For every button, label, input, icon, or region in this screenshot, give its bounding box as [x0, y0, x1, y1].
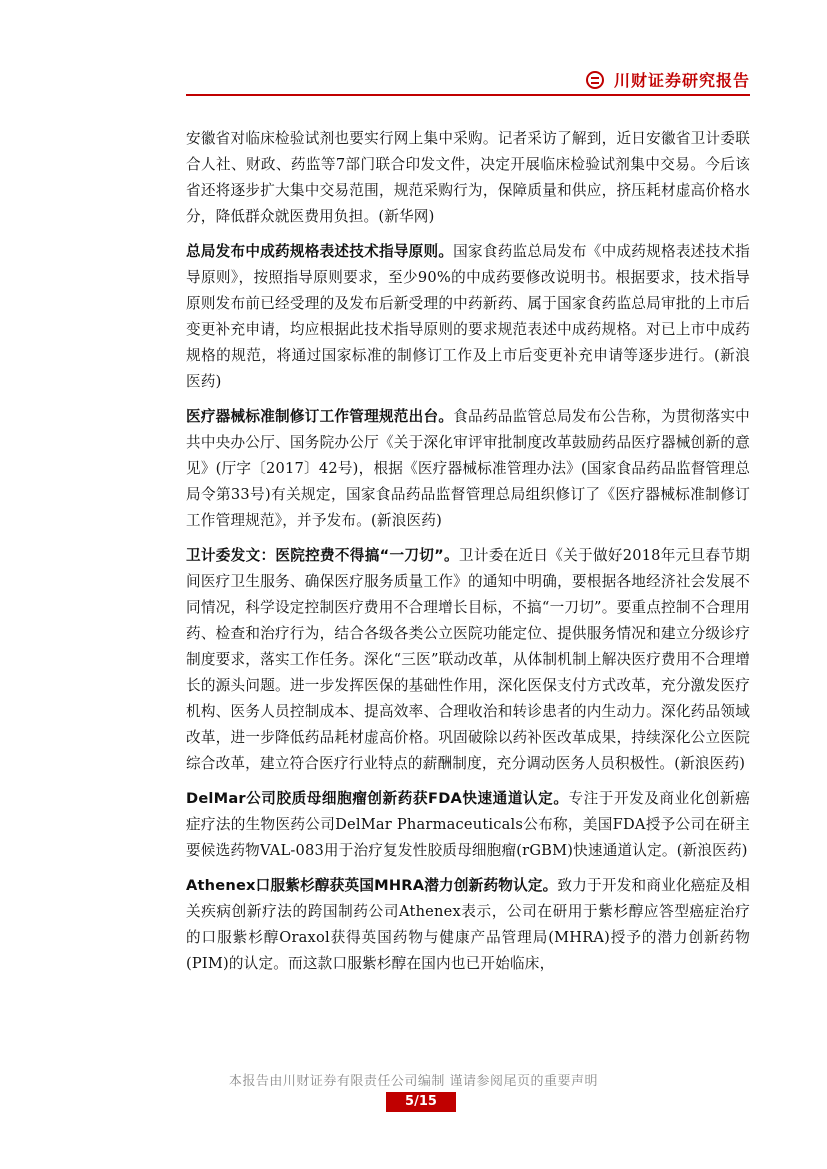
paragraph-headline: 卫计委发文：医院控费不得搞“一刀切”。 [186, 547, 459, 564]
paragraph-text: 食品药品监管总局发布公告称，为贯彻落实中共中央办公厅、国务院办公厅《关于深化审评审批制度改革鼓励药品医疗器械创新的意见》(厅字〔2017〕42号)，根据《医疗器械标准管理办法》(国家食品药品监督管理总局令第33号)有关规定，国家食品药品监督管理总局组织修订了《医疗器械标准制修订工作管理规范》，并予发布。(新浪医药) [186, 408, 750, 529]
news-paragraph-2 [186, 239, 750, 395]
paragraph-text: 安徽省对临床检验试剂也要实行网上集中采购。记者采访了解到，近日安徽省卫计委联合人社、财政、药监等7部门联合印发文件，决定开展临床检验试剂集中交易。今后该省还将逐步扩大集中交易范围，规范采购行为，保障质量和供应，挤压耗材虚高价格水分，降低群众就医费用负担。(新华网) [186, 130, 750, 225]
footer-disclaimer: 本报告由川财证券有限责任公司编制 谨请参阅尾页的重要声明 [228, 1074, 599, 1089]
paragraph-text: 专注于开发及商业化创新癌症疗法的生物医药公司DelMar Pharmaceuticals公布称，美国FDA授予公司在研主要候选药物VAL-083用于治疗复发性胶质母细胞瘤(rGBM)快速通道认定。(新浪医药) [186, 790, 751, 859]
paragraph-text: 国家食药监总局发布《中成药规格表述技术指导原则》，按照指导原则要求，至少90%的中成药要修改说明书。根据要求，技术指导原则发布前已经受理的及发布后新受理的中药新药、属于国家食药监总局审批的上市后变更补充申请，均应根据此技术指导原则的要求规范表述中成药规格。对已上市中成药规格的规范，将通过国家标准的制修订工作及上市后变更补充申请等逐步进行。(新浪医药) [186, 243, 750, 390]
paragraph-headline: DelMar公司胶质母细胞瘤创新药获FDA快速通道认定。 [186, 790, 569, 807]
paragraph-text: 卫计委在近日《关于做好2018年元旦春节期间医疗卫生服务、确保医疗服务质量工作》的通知中明确，要根据各地经济社会发展不同情况，科学设定控制医疗费用不合理增长目标，不搞“一刀切”。要重点控制不合理用药、检查和治疗行为，结合各级各类公立医院功能定位、提供服务情况和建立分级诊疗制度要求，落实工作任务。深化“三医”联动改革，从体制机制上解决医疗费用不合理增长的源头问题。进一步发挥医保的基础性作用，深化医保支付方式改革，充分激发医疗机构、医务人员控制成本、提高效率、合理收治和转诊患者的内生动力。深化药品领域改革，进一步降低药品耗材虚高价格。巩固破除以药补医改革成果，持续深化公立医院综合改革，建立符合医疗行业特点的薪酬制度，充分调动医务人员积极性。(新浪医药) [186, 547, 751, 772]
paragraph-headline: Athenex口服紫杉醇获英国MHRA潜力创新药物认定。 [186, 877, 558, 894]
page-number: 5/15 [386, 1092, 456, 1112]
header-brand [586, 68, 750, 91]
paragraph-text: 致力于开发和商业化癌症及相关疾病创新疗法的跨国制药公司Athenex表示，公司在研用于紫杉醇应答型癌症治疗的口服紫杉醇Oraxol获得英国药物与健康产品管理局(MHRA)授予的潜力创新药物(PIM)的认定。而这款口服紫杉醇在国内也已开始临床， [186, 877, 750, 972]
header-divider [186, 94, 750, 96]
brand-title: 川财证券研究报告 [613, 71, 750, 90]
paragraph-headline: 总局发布中成药规格表述技术指导原则。 [186, 243, 454, 260]
news-paragraph-1 [186, 126, 750, 230]
report-body [186, 126, 750, 986]
page-header [186, 62, 750, 96]
news-paragraph-4 [186, 543, 750, 777]
news-paragraph-5 [186, 786, 750, 864]
news-paragraph-3 [186, 404, 750, 534]
news-paragraph-6 [186, 873, 750, 977]
chuancai-logo-icon [586, 71, 604, 89]
paragraph-headline: 医疗器械标准制修订工作管理规范出台。 [186, 408, 454, 425]
